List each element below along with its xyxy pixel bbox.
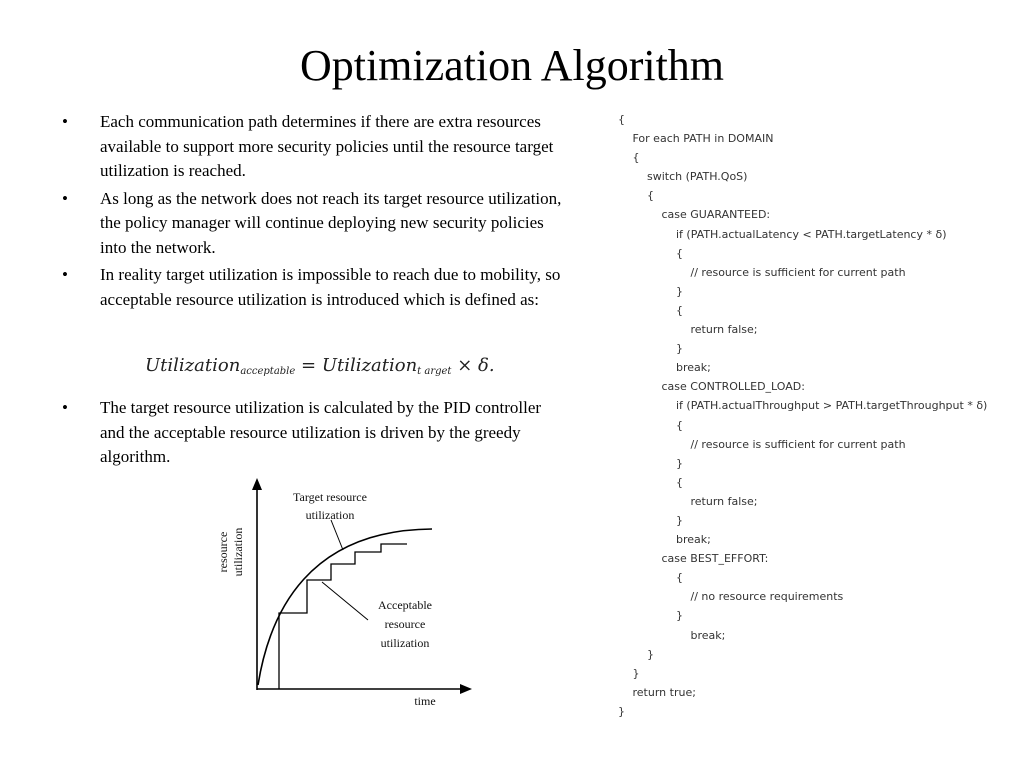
- acceptable-leader-line: [322, 582, 368, 620]
- slide-title: Optimization Algorithm: [299, 41, 725, 90]
- code-line: {: [676, 571, 683, 585]
- code-line: {: [632, 151, 640, 165]
- code-line: }: [676, 513, 683, 527]
- code-line: }: [647, 647, 654, 661]
- code-line: return false;: [690, 494, 758, 508]
- target-label-line2: utilization: [305, 508, 355, 522]
- target-label-line1: Target resource: [293, 490, 367, 504]
- acceptable-label-line1: Acceptable: [378, 598, 432, 612]
- bullet-dot: •: [62, 112, 68, 131]
- code-line: return true;: [632, 685, 696, 699]
- code-line: if (PATH.actualLatency < PATH.targetLatency * δ): [676, 227, 947, 241]
- code-line: {: [676, 303, 683, 317]
- bullet-item: [62, 263, 562, 312]
- code-line: case GUARANTEED:: [661, 208, 771, 222]
- acceptable-label-line2: resource: [384, 617, 426, 631]
- formula-operator: × δ.: [457, 355, 495, 376]
- code-line: }: [676, 609, 683, 623]
- code-line: }: [676, 456, 683, 470]
- formula-rhs: Utilization: [321, 355, 418, 376]
- code-line: // no resource requirements: [690, 590, 844, 604]
- pseudocode-block: [618, 110, 1018, 721]
- bullet-list-lower: [62, 396, 562, 473]
- code-line: if (PATH.actualThroughput > PATH.targetThroughput * δ): [676, 399, 988, 413]
- formula-lhs-subscript: acceptable: [240, 366, 296, 377]
- bullet-dot: •: [62, 265, 68, 284]
- y-axis-label-line2: utilization: [231, 527, 245, 577]
- bullet-dot: •: [62, 188, 68, 208]
- code-line: return false;: [690, 323, 758, 337]
- bullet-dot: •: [62, 398, 68, 417]
- code-line: break;: [690, 628, 726, 642]
- code-line: {: [676, 246, 683, 260]
- bullet-text: The target resource utilization is calculated by the PID controller and the acceptable resource utilization is driven by the greedy algorithm.: [100, 398, 542, 466]
- x-axis-label: time: [414, 694, 436, 708]
- bullet-item: [62, 396, 562, 470]
- code-line: For each PATH in DOMAIN: [632, 132, 774, 146]
- code-line: break;: [676, 361, 711, 375]
- bullet-text: Each communication path determines if there are extra resources available to support more security policies until the resource target utilization is reached.: [100, 112, 554, 180]
- code-line: switch (PATH.QoS): [647, 170, 748, 184]
- code-line: // resource is sufficient for current path: [690, 265, 906, 279]
- target-leader-line: [331, 520, 343, 550]
- y-axis-label-line1: resource: [216, 531, 230, 573]
- code-line: {: [618, 113, 625, 126]
- code-line: // resource is sufficient for current path: [690, 437, 906, 451]
- utilization-formula: [145, 355, 495, 377]
- code-line: {: [647, 189, 654, 203]
- code-line: {: [676, 475, 683, 489]
- code-line: }: [632, 666, 640, 680]
- bullet-item: [62, 110, 562, 184]
- formula-rhs-subscript: t arget: [417, 366, 452, 377]
- bullet-item: [62, 187, 562, 261]
- y-axis-arrow: [252, 478, 262, 490]
- code-line: }: [676, 284, 683, 298]
- code-line: case BEST_EFFORT:: [661, 552, 769, 566]
- formula-equals: =: [301, 355, 317, 376]
- code-line: break;: [676, 533, 711, 547]
- code-line: case CONTROLLED_LOAD:: [661, 380, 805, 394]
- code-line: {: [676, 418, 683, 432]
- code-line: }: [676, 342, 683, 356]
- code-line: }: [618, 704, 625, 718]
- utilization-graph: [200, 470, 490, 715]
- formula-lhs: Utilization: [145, 355, 241, 376]
- bullet-text: As long as the network does not reach its target resource utilization, the policy manager will continue deploying new security policies into the network.: [100, 188, 562, 257]
- acceptable-label-line3: utilization: [380, 636, 430, 650]
- x-axis-arrow: [460, 684, 472, 694]
- bullet-text: In reality target utilization is impossible to reach due to mobility, so acceptable resource utilization is introduced which is defined as:: [100, 265, 561, 309]
- bullet-list: [62, 110, 562, 315]
